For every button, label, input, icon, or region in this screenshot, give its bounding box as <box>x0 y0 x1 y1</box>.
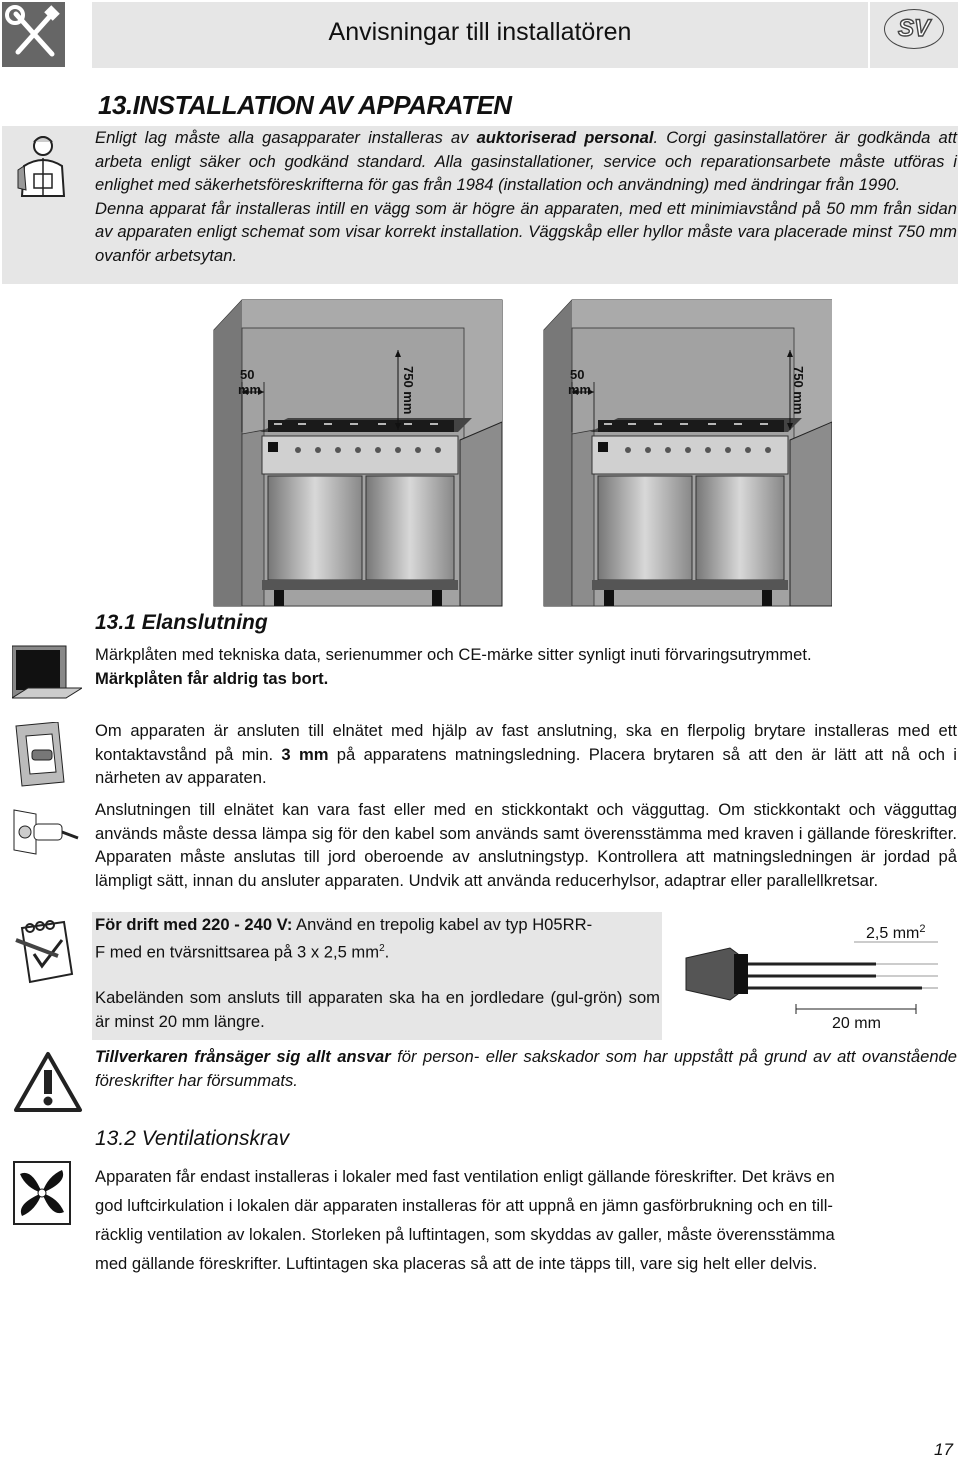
checklist-notepad-icon <box>12 920 76 989</box>
rating-plate-text: Märkplåten med tekniska data, serienummer och CE-märke sitter synligt inuti förvaringsutrymmet. <box>95 645 812 664</box>
section-13-paragraph-1 <box>95 126 957 197</box>
ventilation-line: Apparaten får endast installeras i lokaler med fast ventilation enligt gällande föreskrifter. Det krävs en <box>95 1167 835 1186</box>
cable-length-label: 20 mm <box>832 1015 881 1032</box>
section-13-2-heading-text: 13.2 Ventilationskrav <box>95 1127 290 1150</box>
text-run: Om apparaten är ansluten till elnätet med hjälp av fast anslutning, ska en flerpolig brytare installeras med ett kontaktavstånd på min. <box>95 721 957 764</box>
diagram-right-gap-label-1: 50 <box>570 367 585 382</box>
page-header-title: Anvisningar till installatören <box>328 18 632 46</box>
diagram-right-height-label: 750 mm <box>791 366 806 415</box>
cable-area-superscript: 2 <box>919 923 926 935</box>
rating-plate-warning: Märkplåten får aldrig tas bort. <box>95 668 329 688</box>
section-13-1-paragraph-3: Anslutningen till elnätet kan vara fast eller med en stickkontakt och vägguttag. Om stickkontakt och vägguttag används måste dessa lämpa sig för den kabel som används samt överensstämma med kraven i gällande föreskrifter. Apparaten måste anslutas till jord oberoende av anslutningstyp. Kontrollera att matningsledningen är jordad på lämpligt sätt, innan du ansluter apparaten. Undvik att använda reducerhylsor, adaptrar eller parallellkretsar. <box>95 800 957 890</box>
diagram-left-gap-label-2: mm <box>238 382 262 397</box>
plug-socket-icon <box>12 808 80 861</box>
language-badge-box <box>870 2 958 68</box>
cable-diagram <box>676 914 956 1034</box>
text-run-bold: 3 mm <box>281 744 329 764</box>
section-13-1-heading-text: 13.1 Elanslutning <box>95 611 268 634</box>
tools-icon <box>2 2 65 67</box>
section-13-1-paragraph-1 <box>95 643 957 690</box>
superscript: 2 <box>379 943 385 954</box>
ventilation-line: räcklig ventilation av lokalen. Storleken på luftintagen, som skyddas av galler, måste överensstämma <box>95 1225 835 1244</box>
diagram-left-gap-label-1: 50 <box>240 367 255 382</box>
section-13-text <box>95 126 957 267</box>
text-run: för person- eller sakskador som har uppstått på grund av att ovanstående föreskrifter har försummats. <box>95 1047 958 1090</box>
installer-worker-icon <box>12 130 74 205</box>
liability-warning <box>95 1045 957 1092</box>
ventilation-fan-icon <box>12 1160 76 1231</box>
text-run: F med en tvärsnittsarea på 3 x 2,5 mm <box>95 942 380 962</box>
wall-switch-icon <box>12 722 72 793</box>
cable-voltage-label: För drift med 220 - 240 V: <box>95 915 293 934</box>
section-13-1-heading <box>95 611 268 635</box>
ventilation-line: god luftcirkulation i lokalen där apparaten installeras för att uppnå en jämn gasförbrukning och en till- <box>95 1196 833 1215</box>
text-run: . <box>384 942 390 962</box>
diagram-left-height-label: 750 mm <box>401 366 416 415</box>
diagram-right-gap-label-2: mm <box>568 382 592 397</box>
section-13-1-paragraph-2 <box>95 719 957 790</box>
earth-wire-text: Kabeländen som ansluts till apparaten ska ha en jordledare (gul-grön) som är minst 20 mm längre. <box>95 988 660 1031</box>
header-bar <box>92 2 868 68</box>
ventilation-line: med gällande föreskrifter. Luftintagen ska placeras så att de inte täpps till, vare sig helt eller delvis. <box>95 1254 818 1273</box>
cable-spec-text <box>95 913 660 965</box>
text-run: . Corgi gasinstallatörer är godkända att arbeta enligt säker och godkänd standard. Alla gasinstallationer, service och reparationsarbete måste utföras i enlighet med säkerhetsföreskrifterna för gas från 1984 (installation och användning) med ändringar från 1990. <box>95 128 957 194</box>
text-run-bold: auktoriserad personal <box>476 128 654 147</box>
installation-scene-left <box>214 300 502 606</box>
page-number: 17 <box>934 1440 953 1459</box>
text-run: på apparatens matningsledning. Placera brytaren så att den är lätt att nå och i närheten av apparaten. <box>95 744 957 787</box>
text-run: Enligt lag måste alla gasapparater installeras av <box>95 128 477 147</box>
svg-text:2,5 mm2 <box>866 923 925 942</box>
oven-compartment-icon <box>12 644 82 707</box>
section-13-heading: 13.INSTALLATION AV APPARATEN <box>98 90 512 120</box>
text-run: Använd en trepolig kabel av typ H05RR- <box>292 915 593 934</box>
language-badge: SV <box>884 9 944 49</box>
liability-warning-bold: Tillverkaren frånsäger sig allt ansvar <box>95 1047 391 1066</box>
installation-scene-right <box>544 300 832 606</box>
cable-area-label: 2,5 mm <box>866 925 920 942</box>
section-13-2-text <box>95 1162 957 1278</box>
installation-diagram <box>208 290 832 610</box>
warning-triangle-icon <box>12 1050 84 1121</box>
section-13-paragraph-2: Denna apparat får installeras intill en vägg som är högre än apparaten, med ett minimiavstånd på 50 mm från sidan av apparaten enligt schemat som visar korrekt installation. Väggskåp eller hyllor måste vara placerade minst 750 mm ovanför arbetsytan. <box>95 198 957 265</box>
section-13-2-heading <box>95 1127 289 1151</box>
